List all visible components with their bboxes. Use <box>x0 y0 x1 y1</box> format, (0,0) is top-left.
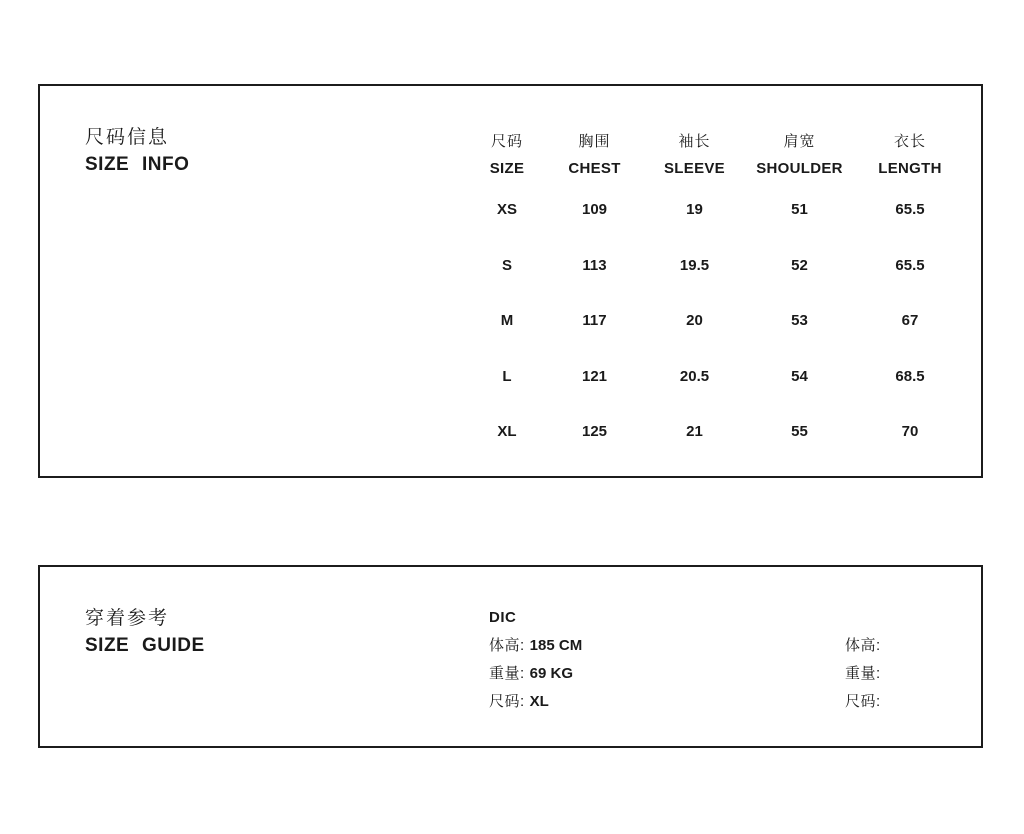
cell-shoulder: 51 <box>791 201 808 219</box>
cell-chest: 113 <box>582 256 607 274</box>
cell-length: 67 <box>901 312 919 330</box>
col-header-size-zh: 尺码 <box>490 132 523 150</box>
size-info-panel <box>38 84 983 478</box>
col-header-chest-zh: 胸围 <box>578 132 611 150</box>
size-info-title-en: SIZE INFO <box>85 154 190 175</box>
size-guide-title-en: SIZE GUIDE <box>85 635 205 656</box>
size-info-title <box>85 124 189 178</box>
model-weight-label: 重量: <box>489 665 525 682</box>
cell-size: L <box>502 367 512 385</box>
table-row-l <box>462 349 973 405</box>
model-name: DIC <box>489 609 517 626</box>
cell-length: 70 <box>901 423 919 441</box>
cell-shoulder: 54 <box>791 367 808 385</box>
model-weight-value: 69 KG <box>529 665 574 682</box>
table-row-xs <box>462 182 973 238</box>
col-header-chest-en: CHEST <box>568 159 621 177</box>
model-size-line <box>489 688 582 716</box>
cell-length: 68.5 <box>895 367 925 385</box>
blank-weight-label: 重量: <box>845 665 881 682</box>
cell-size: S <box>501 256 512 274</box>
cell-sleeve: 19.5 <box>679 256 710 274</box>
cell-chest: 117 <box>582 312 607 330</box>
table-row-m <box>462 293 973 349</box>
cell-shoulder: 52 <box>791 256 808 274</box>
model-reference-column <box>489 604 582 716</box>
size-guide-title <box>85 605 205 659</box>
blank-reference-column <box>845 632 881 716</box>
col-header-length-en: LENGTH <box>878 159 942 177</box>
blank-weight-line <box>845 660 881 688</box>
size-guide-title-zh: 穿着参考 <box>85 608 170 629</box>
cell-sleeve: 20.5 <box>679 367 710 385</box>
size-table-header-en <box>462 154 973 182</box>
cell-chest: 125 <box>581 423 608 441</box>
cell-chest: 109 <box>581 201 608 219</box>
model-height-label: 体高: <box>489 637 525 654</box>
cell-shoulder: 53 <box>791 312 808 330</box>
size-table-header-zh <box>462 126 973 154</box>
table-row-s <box>462 238 973 294</box>
cell-sleeve: 20 <box>686 312 703 330</box>
table-row-xl <box>462 404 973 460</box>
size-info-title-zh: 尺码信息 <box>85 127 170 148</box>
blank-size-label: 尺码: <box>845 693 881 710</box>
cell-sleeve: 19 <box>686 201 703 219</box>
cell-size: XS <box>496 201 517 219</box>
model-size-value: XL <box>529 693 549 710</box>
size-table <box>462 126 973 460</box>
model-size-label: 尺码: <box>489 693 525 710</box>
cell-length: 65.5 <box>895 201 925 219</box>
cell-chest: 121 <box>581 367 608 385</box>
col-header-sleeve-zh: 袖长 <box>678 132 711 150</box>
col-header-sleeve-en: SLEEVE <box>664 159 725 177</box>
model-weight-line <box>489 660 582 688</box>
model-height-line <box>489 632 582 660</box>
blank-size-line <box>845 688 881 716</box>
blank-height-line <box>845 632 881 660</box>
cell-sleeve: 21 <box>686 423 703 441</box>
cell-size: M <box>500 312 514 330</box>
cell-size: XL <box>497 423 517 441</box>
col-header-shoulder-en: SHOULDER <box>756 159 843 177</box>
blank-height-label: 体高: <box>845 637 881 654</box>
col-header-size-en: SIZE <box>489 159 525 177</box>
size-guide-panel <box>38 565 983 748</box>
col-header-length-zh: 衣长 <box>893 132 926 150</box>
col-header-shoulder-zh: 肩宽 <box>783 132 816 150</box>
model-height-value: 185 CM <box>529 637 583 654</box>
cell-length: 65.5 <box>895 256 925 274</box>
cell-shoulder: 55 <box>791 423 808 441</box>
